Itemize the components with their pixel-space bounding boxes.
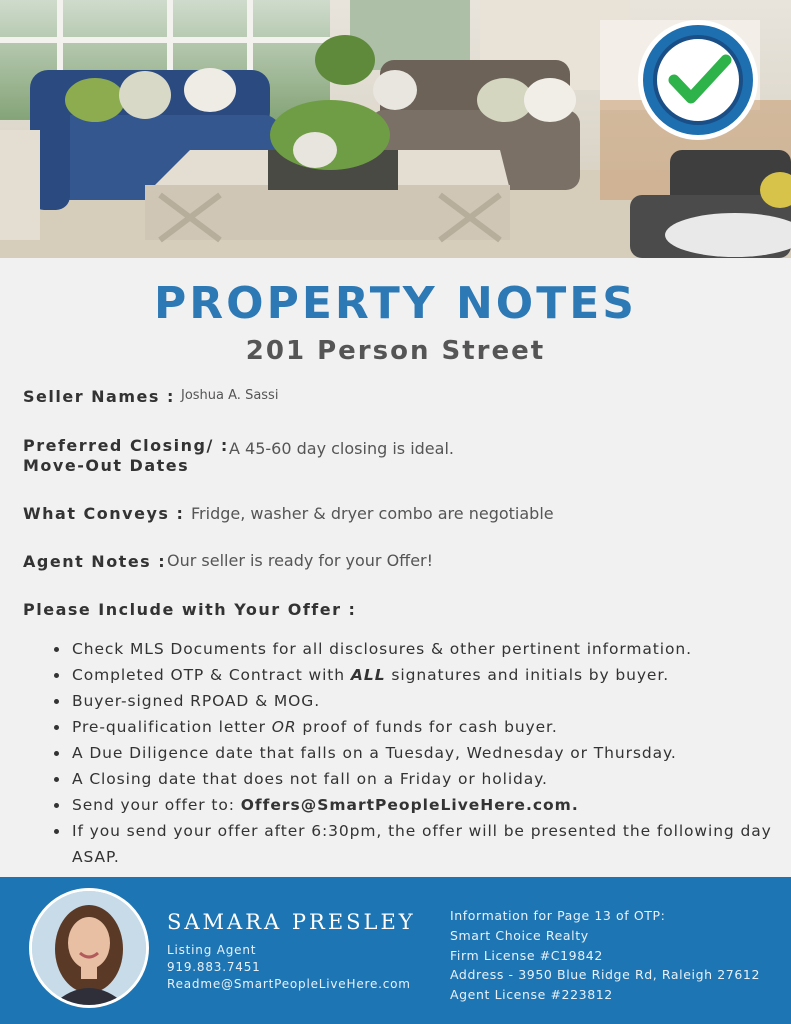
checkmark-icon [636, 18, 760, 142]
list-item-text: signatures and initials by buyer. [385, 666, 670, 684]
otp-info-heading: Information for Page 13 of OTP: [450, 908, 666, 923]
preferred-closing-value: A 45-60 day closing is ideal. [229, 439, 454, 458]
agent-notes-value: Our seller is ready for your Offer! [167, 551, 434, 570]
avatar [29, 888, 149, 1008]
list-item-text: Completed OTP & Contract with [72, 666, 351, 684]
agent-role: Listing Agent [167, 943, 257, 957]
list-item-text: A Due Diligence date that falls on a Tuesday, Wednesday or Thursday. [72, 744, 677, 762]
list-item-text: Send your offer to: [72, 796, 241, 814]
agent-email[interactable]: Readme@SmartPeopleLiveHere.com [167, 977, 411, 991]
preferred-closing-label-line1: Preferred Closing/ : [23, 436, 229, 455]
agent-phone[interactable]: 919.883.7451 [167, 960, 261, 974]
list-item [70, 714, 785, 740]
firm-name: Smart Choice Realty [450, 928, 589, 943]
list-item-text: Pre-qualification letter [72, 718, 272, 736]
offer-requirements-list [52, 636, 785, 870]
list-item-text: Check MLS Documents for all disclosures & other pertinent information. [72, 640, 692, 658]
list-item [70, 636, 785, 662]
seller-names-value: Joshua A. Sassi [181, 388, 279, 403]
seller-names-label: Seller Names : [23, 387, 175, 406]
firm-license: Firm License #C19842 [450, 948, 603, 963]
emphasis-text: ALL [350, 666, 386, 684]
agent-name: SAMARA PRESLEY [167, 910, 416, 934]
page-title: PROPERTY NOTES [154, 278, 637, 329]
list-item [70, 818, 785, 870]
list-item-text: Buyer-signed RPOAD & MOG. [72, 692, 321, 710]
offer-email-link[interactable]: Offers@SmartPeopleLiveHere.com. [240, 796, 579, 814]
list-item [70, 662, 785, 688]
list-item [70, 740, 785, 766]
preferred-closing-label-line2: Move-Out Dates [23, 456, 190, 475]
preferred-closing-label [23, 436, 229, 476]
firm-address: Address - 3950 Blue Ridge Rd, Raleigh 27612 [450, 967, 761, 982]
list-item-text: proof of funds for cash buyer. [296, 718, 558, 736]
agent-license: Agent License #223812 [450, 987, 613, 1002]
list-item-text: If you send your offer after 6:30pm, the offer will be presented the following day ASAP. [72, 822, 772, 866]
agent-notes-label: Agent Notes : [23, 552, 167, 571]
list-item-text: A Closing date that does not fall on a Friday or holiday. [72, 770, 548, 788]
include-with-offer-label: Please Include with Your Offer : [23, 600, 357, 619]
emphasis-text: OR [271, 718, 297, 736]
what-conveys-value: Fridge, washer & dryer combo are negotiable [191, 504, 554, 523]
list-item [70, 688, 785, 714]
property-address: 201 Person Street [245, 336, 546, 366]
list-item [70, 766, 785, 792]
list-item [70, 792, 785, 818]
what-conveys-label: What Conveys : [23, 504, 185, 523]
